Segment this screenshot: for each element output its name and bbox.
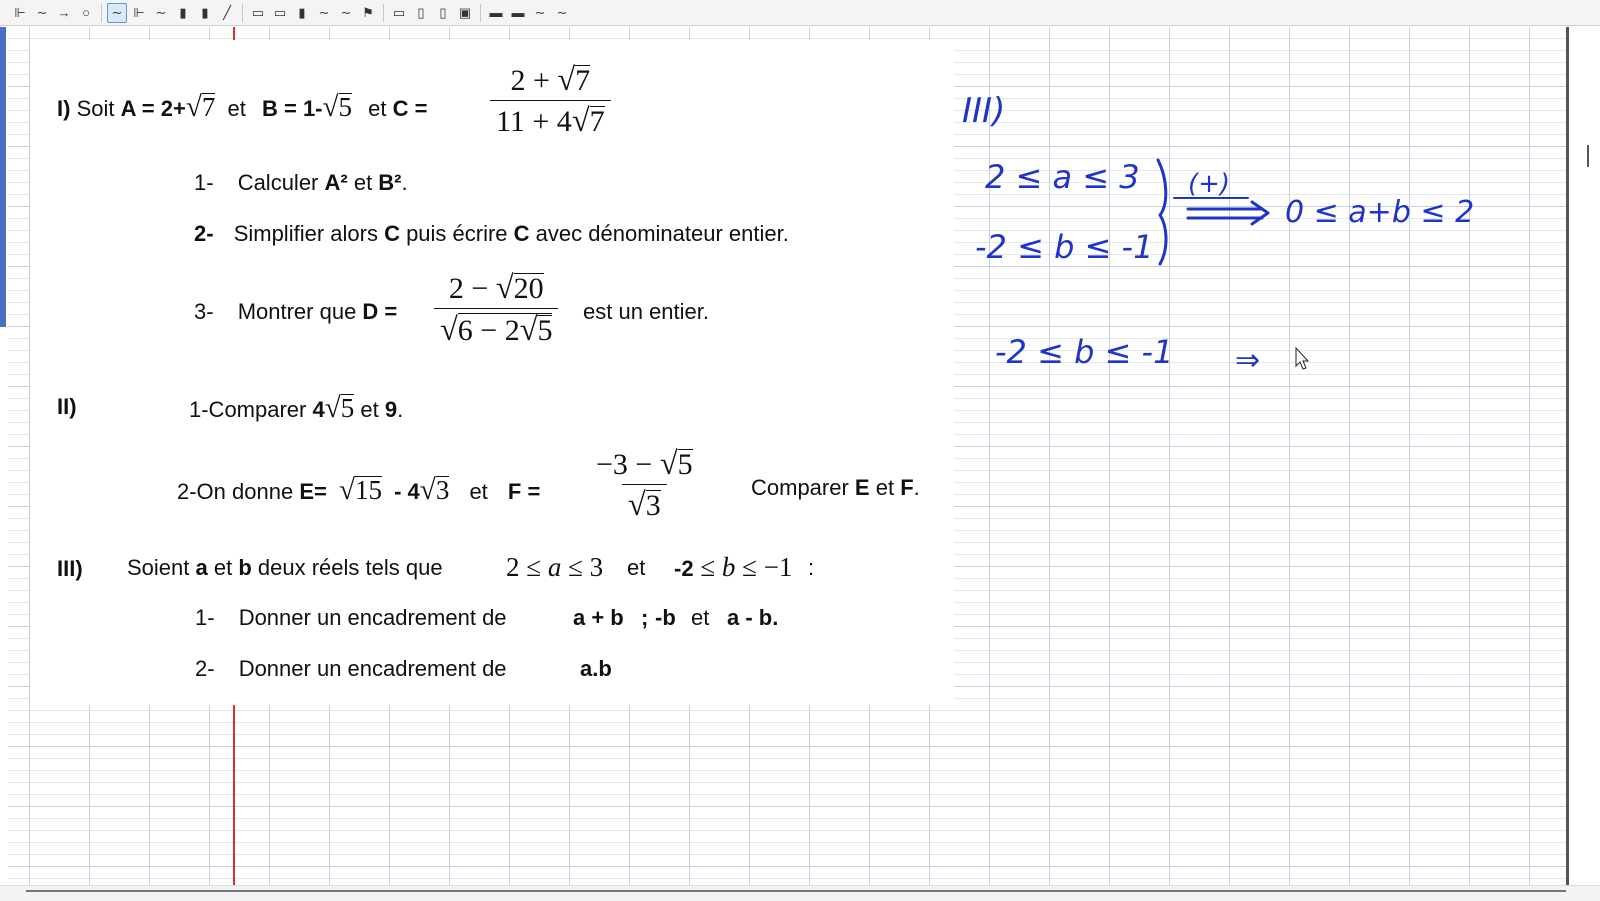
pen-red-icon[interactable]: ∼: [155, 4, 167, 20]
minus-4: - 4: [394, 479, 420, 504]
c-denominator-radicand: 7: [589, 105, 605, 139]
d-numerator-radicand: 20: [513, 272, 544, 305]
question-number: 2-: [195, 656, 215, 681]
text-box-yellow-icon[interactable]: ▭: [273, 4, 287, 20]
record-red-icon[interactable]: ▬: [511, 5, 525, 20]
toolbar-separator: [383, 4, 384, 22]
question-3-2: [195, 658, 507, 680]
handwritten-line-1: 2 ≤ a ≤ 3: [985, 158, 1140, 196]
question-text: et: [347, 170, 379, 195]
question-number: 1-: [195, 605, 215, 630]
pen-gray-icon[interactable]: ∼: [556, 4, 568, 20]
e-symbol: E: [854, 475, 870, 500]
b-definition: B = 1-: [261, 96, 323, 121]
question-text: Donner un encadrement de: [238, 656, 507, 681]
toolbar: [0, 0, 1600, 26]
c-numerator: 2 +: [510, 64, 558, 97]
handwritten-header: III): [962, 91, 1006, 131]
et-word: et: [691, 605, 710, 630]
f-fraction: $\frac{-3 - √5}{√3}$: [596, 446, 693, 524]
inequality-a: [506, 554, 603, 581]
c-fraction: $\frac{2 + √7}{11 + 4√7}$: [490, 64, 611, 138]
a-symbol: a: [195, 555, 208, 580]
variable-a: a: [547, 552, 562, 582]
exercise-3-numeral: III): [57, 556, 83, 581]
a-times-b: a.b: [580, 656, 612, 681]
question-text: Soient: [127, 555, 196, 580]
stamp-icon[interactable]: ⚑: [362, 4, 374, 20]
inequality-b-sign: ≤: [693, 552, 722, 582]
exercise-3-statement: [127, 557, 443, 579]
separator: ;: [641, 605, 649, 630]
exercise-1-numeral: I): [57, 96, 71, 121]
question-1-2: [194, 223, 789, 245]
question-number: 2-: [194, 221, 214, 246]
circle-icon[interactable]: ○: [82, 5, 90, 20]
et-word: et: [627, 555, 646, 580]
line-icon[interactable]: ╱: [223, 4, 231, 20]
question-1-3: [194, 301, 397, 323]
text-box-icon[interactable]: ▭: [251, 4, 265, 20]
et-word: et: [368, 96, 387, 121]
freehand-icon[interactable]: ∼: [36, 4, 48, 20]
left-accent-bar: [0, 27, 6, 327]
handwritten-operation: (+): [1188, 169, 1231, 199]
f-numerator: −3 −: [596, 448, 660, 481]
question-number: 3-: [194, 299, 214, 324]
b-symbol: b: [238, 555, 252, 580]
c-denominator: 11 + 4: [496, 105, 572, 139]
minus-b: -b: [655, 605, 676, 630]
number-9: 9: [384, 397, 398, 422]
d-numerator: 2 −: [448, 272, 496, 305]
et-word: et: [469, 479, 488, 504]
highlighter-yellow-icon[interactable]: ▮: [179, 4, 187, 20]
question-3-1: [195, 607, 507, 629]
handwritten-implies: ⇒: [1235, 343, 1261, 378]
a-minus-b: a - b.: [727, 605, 779, 630]
question-number: 1-: [194, 170, 214, 195]
b-squared: B²: [378, 170, 402, 195]
toolbar-separator: [480, 4, 481, 22]
question-text: Comparer: [751, 475, 855, 500]
inequality-a-left: 2 ≤: [506, 552, 548, 582]
et-word: et: [869, 475, 901, 500]
handwritten-line-2: -2 ≤ b ≤ -1: [975, 228, 1154, 266]
et-word: et: [207, 555, 239, 580]
et-word: et: [360, 397, 385, 422]
f-definition: F =: [507, 479, 541, 504]
compare-e-f: [751, 477, 920, 499]
a-radicand: 7: [201, 92, 216, 122]
question-text: 1-Comparer: [189, 397, 313, 422]
question-text: deux réels tels que: [251, 555, 443, 580]
radicand-3: 3: [435, 475, 450, 505]
question-text: Simplifier alors: [233, 221, 385, 246]
d-fraction: $\frac{2 - √20}{√6 - 2√5}$: [434, 272, 558, 347]
f-denominator-radicand: 3: [645, 489, 661, 523]
question-text: avec dénominateur entier.: [529, 221, 789, 246]
colon: :: [808, 555, 815, 580]
question-text: Donner un encadrement de: [238, 605, 507, 630]
inequality-b-left: -2: [674, 556, 694, 581]
toolbar-separator: [242, 4, 243, 22]
soit-word: Soit: [76, 96, 115, 121]
c-symbol: C: [513, 221, 530, 246]
f-numerator-radicand: 5: [677, 448, 693, 481]
pen-pink-icon[interactable]: ∼: [340, 4, 352, 20]
vertical-scrollbar[interactable]: [1587, 145, 1589, 167]
arrow-icon[interactable]: →: [57, 5, 71, 20]
b-radicand: 5: [338, 92, 353, 122]
c-definition: C =: [392, 96, 428, 121]
record-icon[interactable]: ▬: [489, 5, 503, 20]
select-icon[interactable]: ⊩: [133, 4, 145, 20]
highlighter-green-icon[interactable]: ▮: [298, 4, 306, 20]
a-definition: A = 2+: [120, 96, 186, 121]
exercise-2-numeral: II): [57, 394, 77, 419]
coefficient-4: 4: [312, 397, 325, 422]
question-text: puis écrire: [399, 221, 514, 246]
et-word: et: [227, 96, 246, 121]
pen-green-icon[interactable]: ∼: [318, 4, 330, 20]
question-text: Montrer que: [237, 299, 363, 324]
a-squared: A²: [324, 170, 348, 195]
question-text: Calculer: [237, 170, 325, 195]
horizontal-scrollbar[interactable]: [26, 890, 1566, 892]
inequality-b-right: ≤ −1: [735, 552, 793, 582]
page-icon[interactable]: ▯: [417, 4, 425, 20]
question-2-1: 1-Comparer 4√5 et 9.: [189, 392, 404, 424]
pen-red-small-icon[interactable]: ∼: [534, 4, 546, 20]
inequality-b: [674, 554, 792, 581]
question-text: .: [401, 170, 408, 195]
d-denominator-radicand: 6 − 2: [457, 314, 520, 348]
screen-icon[interactable]: ▭: [392, 4, 406, 20]
radicand-5: 5: [340, 393, 355, 423]
question-1-1: [194, 172, 408, 194]
a-plus-b: a + b: [573, 605, 624, 630]
pointer-icon[interactable]: ⊩: [14, 4, 26, 20]
page-blank-icon[interactable]: ▯: [439, 4, 447, 20]
exercise-1-statement: I) Soit A = 2+√7 et B = 1-√5 et C =: [57, 91, 428, 123]
d-denominator-inner-radicand: 5: [537, 314, 553, 348]
pen-icon[interactable]: ∼: [107, 3, 127, 23]
highlighter-cyan-icon[interactable]: ▮: [201, 4, 209, 20]
question-2-2: 2-On donne E= √15 - 4√3 et F =: [177, 474, 541, 506]
question-text: .: [913, 475, 920, 500]
bottom-bar: [0, 885, 1600, 901]
handwritten-line-3: -2 ≤ b ≤ -1: [995, 333, 1174, 371]
question-text: 2-On donne: [177, 479, 300, 504]
e-definition: E=: [299, 479, 327, 504]
exercise-sheet: [30, 40, 954, 705]
screenshot-icon[interactable]: ▣: [458, 4, 472, 20]
radicand-15: 15: [354, 475, 382, 505]
c-symbol: C: [384, 221, 400, 246]
inequality-a-right: ≤ 3: [561, 552, 604, 582]
variable-b: b: [721, 552, 736, 582]
question-text: .: [397, 397, 404, 422]
d-definition: D =: [362, 299, 398, 324]
question-1-3-end: est un entier.: [583, 299, 709, 324]
toolbar-separator: [101, 4, 102, 22]
f-symbol: F: [900, 475, 914, 500]
c-numerator-radicand: 7: [575, 64, 591, 97]
handwritten-result: 0 ≤ a+b ≤ 2: [1285, 195, 1475, 230]
page-right-border: [1566, 27, 1569, 885]
